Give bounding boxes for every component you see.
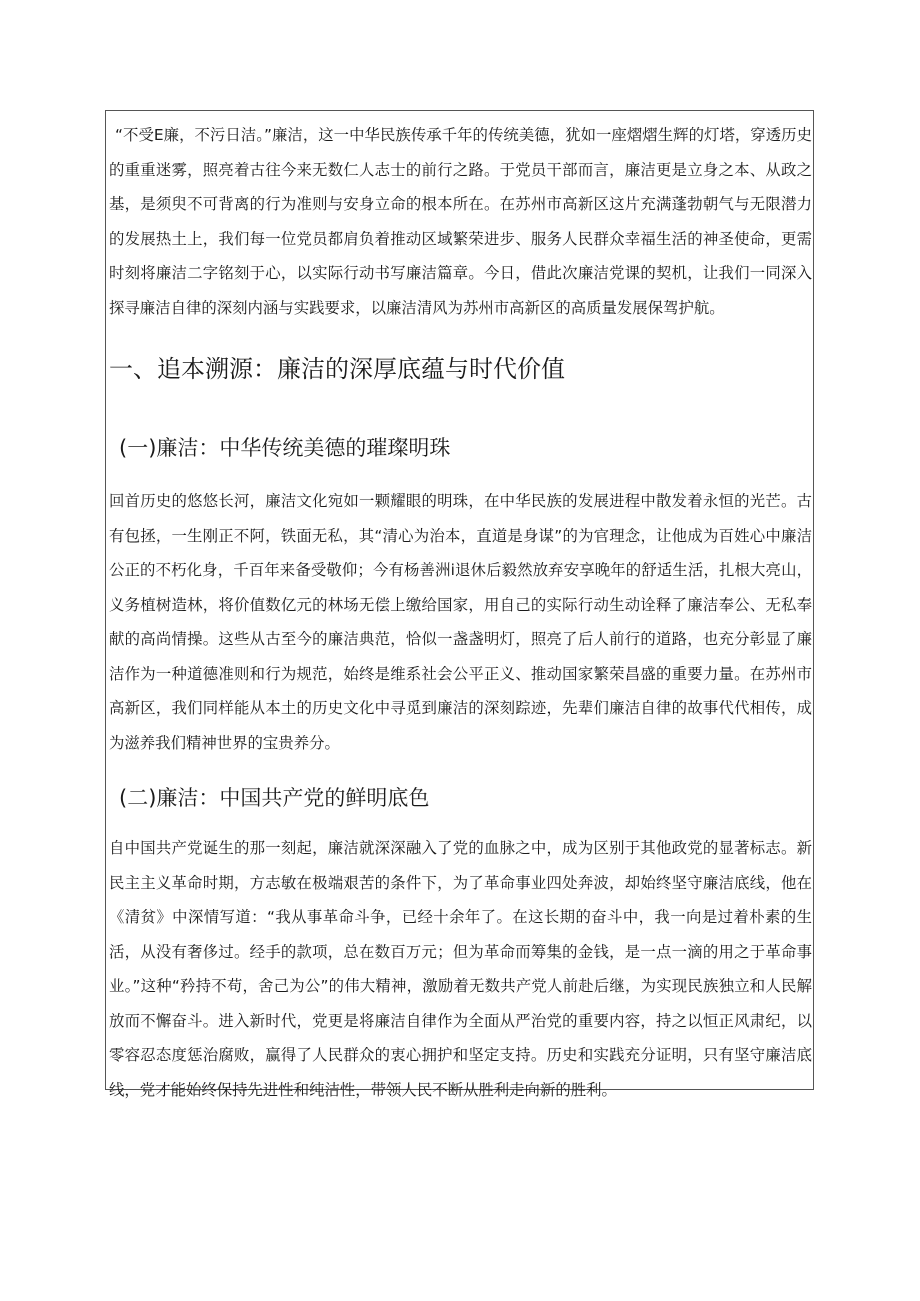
subsection-heading-1: (一)廉洁：中华传统美德的璀璨明珠: [119, 436, 451, 460]
subsection-paragraph-1: 回首历史的悠悠长河，廉洁文化宛如一颗耀眼的明珠，在中华民族的发展进程中散发着永恒的光芒。古有包拯，一生刚正不阿，铁面无私，其“清心为治本，直道是身谋”的为官理念，让他成为百姓心中廉洁公正的不朽化身，千百年来备受敬仰；今有杨善洲i退休后毅然放弃安享晚年的舒适生活，扎根大亮山，义务植树造林，将价值数亿元的林场无偿上缴给国家，用自己的实际行动生动诠释了廉洁奉公、无私奉献的高尚情操。这些从古至今的廉洁典范，恰似一盏盏明灯，照亮了后人前行的道路，也充分彰显了廉洁作为一种道德准则和行为规范，始终是维系社会公平正义、推动国家繁荣昌盛的重要力量。在苏州市高新区，我们同样能从本土的历史文化中寻觅到廉洁的深刻踪迹，先辈们廉洁自律的故事代代相传，成为滋养我们精神世界的宝贵养分。: [109, 492, 812, 752]
section-heading: 一、追本溯源：廉洁的深厚底蕴与时代价值: [109, 355, 565, 383]
subsection-heading-2: (二)廉洁：中国共产党的鲜明底色: [119, 786, 430, 810]
subsection-paragraph-2: 自中国共产党诞生的那一刻起，廉洁就深深融入了党的血脉之中，成为区别于其他政党的显著标志。新民主主义革命时期，方志敏在极端艰苦的条件下，为了革命事业四处奔波，却始终坚守廉洁底线，他在《清贫》中深情写道：“我从事革命斗争，已经十余年了。在这长期的奋斗中，我一向是过着朴素的生活，从没有奢侈过。经手的款项，总在数百万元；但为革命而筹集的金钱，是一点一滴的用之于革命事业。”这种“矜持不苟，舍己为公”的伟大精神，激励着无数共产党人前赴后继，为实现民族独立和人民解放而不懈奋斗。进入新时代，党更是将廉洁自律作为全面从严治党的重要内容，持之以恒正风肃纪，以零容忍态度惩治腐败，赢得了人民群众的衷心拥护和坚定支持。历史和实践充分证明，只有坚守廉洁底线，党才能始终保持先进性和纯洁性，带领人民不断从胜利走向新的胜利。: [109, 839, 812, 1099]
intro-paragraph: “不受E廉，不污日洁。”廉洁，这一中华民族传承千年的传统美德，犹如一座熠熠生辉的灯塔，穿透历史的重重迷雾，照亮着古往今来无数仁人志士的前行之路。于党员干部而言，廉洁更是立身之本、从政之基，是须臾不可背离的行为准则与安身立命的根本所在。在苏州市高新区这片充满蓬勃朝气与无限潜力的发展热土上，我们每一位党员都肩负着推动区域繁荣进步、服务人民群众幸福生活的神圣使命，更需时刻将廉洁二字铭刻于心，以实际行动书写廉洁篇章。今日，借此次廉洁党课的契机，让我们一同深入探寻廉洁自律的深刻内涵与实践要求，以廉洁清风为苏州市高新区的高质量发展保驾护航。: [109, 126, 812, 317]
